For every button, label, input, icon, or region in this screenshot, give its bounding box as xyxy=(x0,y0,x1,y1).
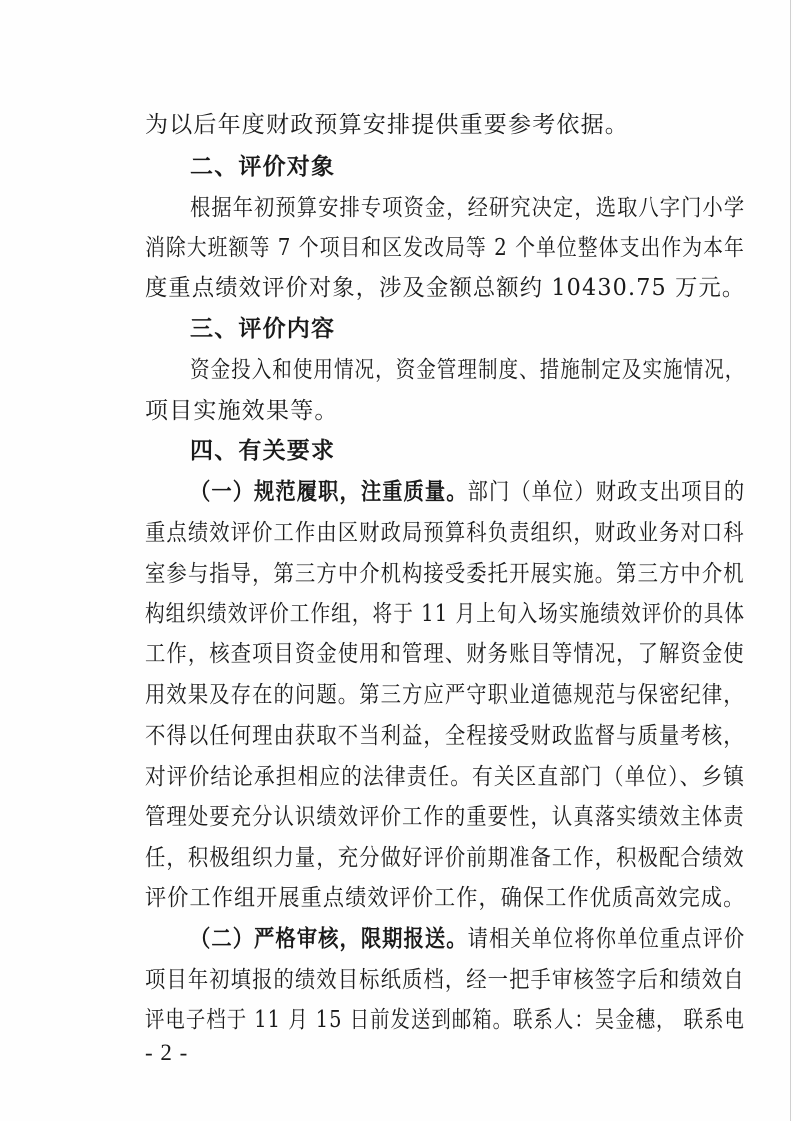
paragraph-line: 资金投入和使用情况，资金管理制度、措施制定及实施情况， xyxy=(190,357,746,383)
paragraph-line: 重点绩效评价工作由区财政局预算科负责组织，财政业务对口科 xyxy=(145,520,745,546)
paragraph-line xyxy=(190,924,745,954)
paragraph-line: 度重点绩效评价对象，涉及金额总额约 10430.75 万元。 xyxy=(145,275,746,301)
paragraph-line: 项目年初填报的绩效目标纸质档，经一把手审核签字后和绩效自 xyxy=(145,967,745,993)
paragraph-line: 对评价结论承担相应的法律责任。有关区直部门（单位）、乡镇 xyxy=(145,764,746,790)
scan-edge-line xyxy=(790,0,791,1121)
page-number: - 2 - xyxy=(145,1040,189,1065)
paragraph-text: 请相关单位将你单位重点评价 xyxy=(467,926,746,952)
bold-lead-in: （一）规范履职，注重质量。 xyxy=(190,479,468,505)
paragraph-line: 室参与指导，第三方中介机构接受委托开展实施。第三方中介机 xyxy=(145,561,745,587)
paragraph-line: 工作，核查项目资金使用和管理、财务账目等情况，了解资金使 xyxy=(145,641,745,667)
paragraph-line: 用效果及存在的问题。第三方应严守职业道德规范与保密纪律， xyxy=(145,682,745,708)
paragraph-line: 消除大班额等 7 个项目和区发改局等 2 个单位整体支出作为本年 xyxy=(145,235,745,261)
section-heading-evaluation-object: 二、评价对象 xyxy=(190,154,336,180)
paragraph-line: 管理处要充分认识绩效评价工作的重要性，认真落实绩效主体责 xyxy=(145,804,745,830)
bold-lead-in: （二）严格审核，限期报送。 xyxy=(190,926,468,952)
paragraph-line: 为以后年度财政预算安排提供重要参考依据。 xyxy=(145,112,629,138)
paragraph-line: 不得以任何理由获取不当利益，全程接受财政监督与质量考核， xyxy=(145,723,745,749)
section-heading-requirements: 四、有关要求 xyxy=(190,438,336,464)
paragraph-text: 部门（单位）财政支出项目的 xyxy=(467,479,746,505)
paragraph-line: 评电子档于 11 月 15 日前发送到邮箱。联系人：吴金穗， 联系电 xyxy=(145,1007,745,1033)
paragraph-line xyxy=(190,477,745,507)
paragraph-line: 项目实施效果等。 xyxy=(145,398,339,424)
paragraph-line: 根据年初预算安排专项资金，经研究决定，选取八字门小学 xyxy=(190,195,746,221)
paragraph-line: 评价工作组开展重点绩效评价工作，确保工作优质高效完成。 xyxy=(145,885,746,911)
paragraph-line: 任，积极组织力量，充分做好评价前期准备工作，积极配合绩效 xyxy=(145,845,745,871)
paragraph-line: 构组织绩效评价工作组，将于 11 月上旬入场实施绩效评价的具体 xyxy=(145,601,746,627)
section-heading-evaluation-content: 三、评价内容 xyxy=(190,316,336,342)
